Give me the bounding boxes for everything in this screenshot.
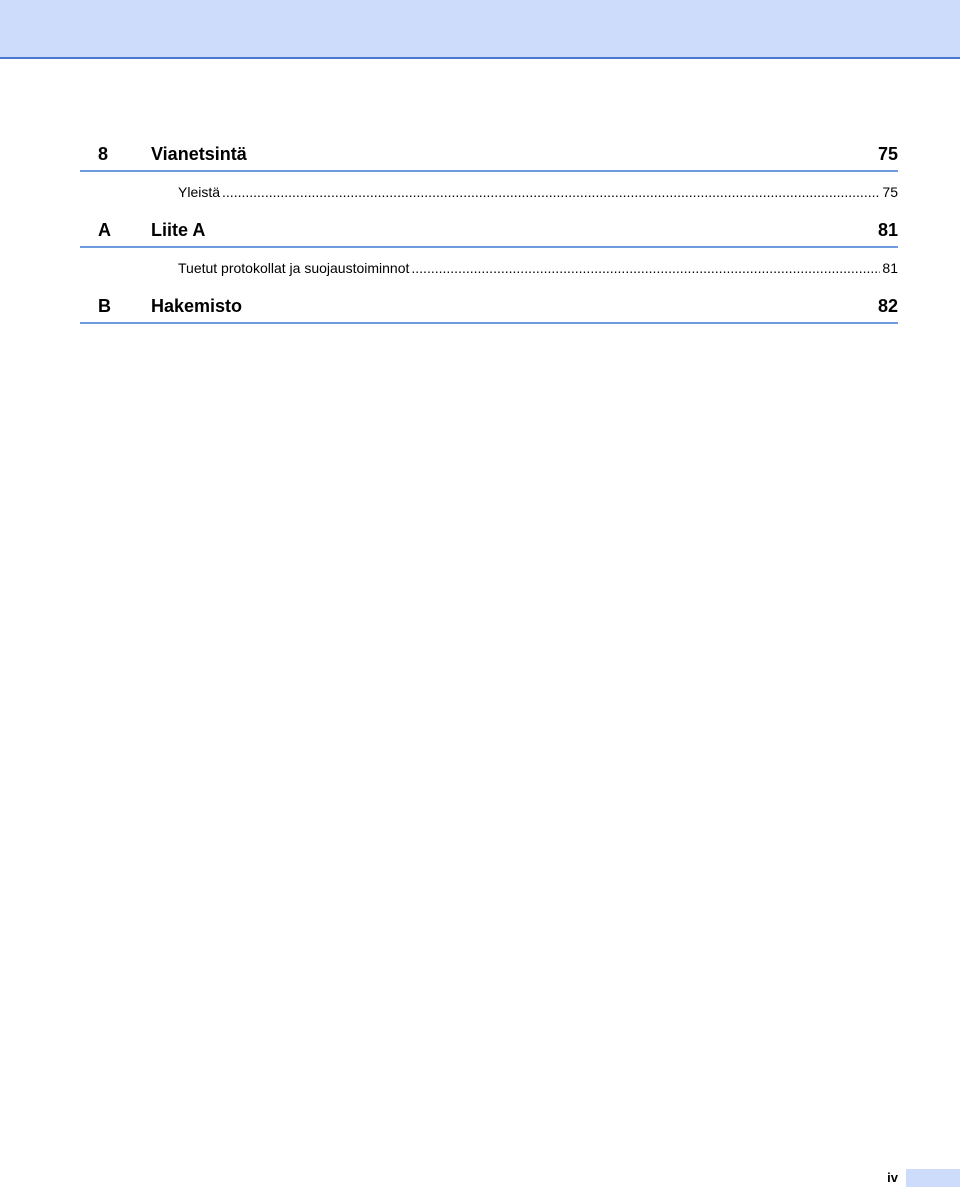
dot-leader [411,260,880,276]
entry-page: 81 [882,260,898,276]
toc-chapter-b[interactable] [80,292,898,324]
chapter-page: 82 [877,296,898,316]
chapter-page: 75 [877,144,898,164]
toc-chapter-a[interactable] [80,216,898,248]
page-number: iv [887,1170,898,1185]
dot-leader [222,184,880,200]
footer-tab [906,1169,960,1187]
header-banner [0,0,960,59]
chapter-number: B [98,296,111,316]
toc-chapter-8[interactable] [80,140,898,172]
entry-label: Yleistä [178,184,221,200]
toc-entry[interactable] [80,254,898,276]
entry-label: Tuetut protokollat ja suojaustoiminnot [178,260,410,276]
chapter-title: Vianetsintä [151,144,247,164]
toc-entry[interactable] [80,178,898,200]
chapter-page: 81 [877,220,898,240]
entry-page: 75 [882,184,898,200]
chapter-title: Hakemisto [151,296,243,316]
chapter-number: A [98,220,111,240]
chapter-title: Liite A [151,220,206,240]
chapter-number: 8 [98,144,109,164]
table-of-contents [80,140,898,324]
